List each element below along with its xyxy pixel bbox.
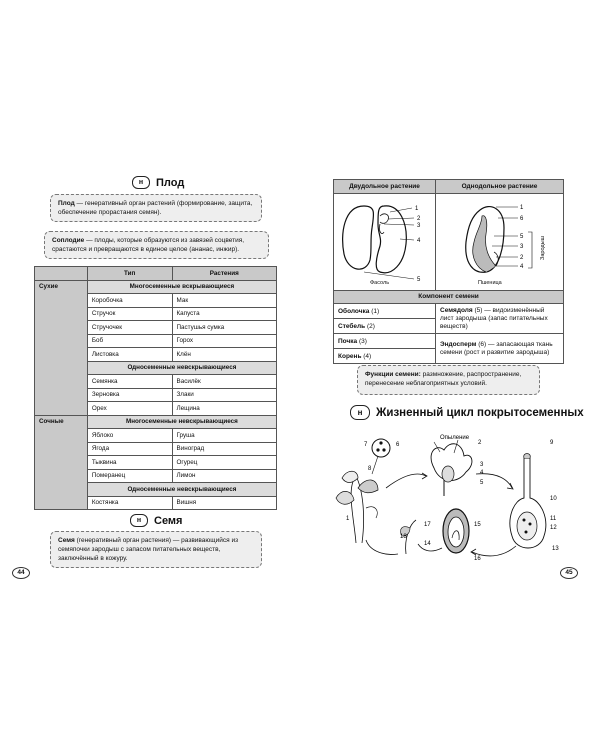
wheat-caption: Пшеница [478,279,502,286]
monocot-header: Однодольное растение [436,180,564,194]
table-header-row [35,267,277,281]
monocot-label-2: 2 [520,254,524,261]
component-header: Компонент семени [334,290,564,304]
section-marker-icon: н [130,514,148,527]
dicot-label-4: 4 [417,237,421,244]
endosperm-cell: Эндосперм (6) — запасающая ткань семени (рост и развитие зародыша) [436,334,564,364]
lifecycle-illustration [326,428,566,563]
cotyledon-cell: Семядоля (5) — видоизменённый лист зародыша (запас питательных веществ) [436,304,564,334]
page-number-right: 45 [560,567,578,579]
section-marker-icon: н [350,405,370,420]
seed-section-title [130,514,182,527]
cycle-label: 4 [480,470,484,476]
table-row: Боб Горох [35,334,277,348]
group-dry-open: Многосеменные вскрывающиеся [87,280,276,294]
table-row: Ягода Виноград [35,442,277,456]
seed-title-text: Семя [154,514,183,527]
cycle-label: 17 [424,522,431,528]
bean-illustration [334,194,434,288]
angiosperm-lifecycle-diagram [326,428,566,563]
cycle-label: 5 [480,480,484,486]
seed-functions-box: Функции семени: размножение, распространение, перенесение неблагоприятных условий. [357,365,540,395]
cycle-label: 14 [424,541,431,547]
group-dry-closed: Односеменные невскрывающиеся [87,361,276,375]
table-row: Коробочка Мак [35,294,277,308]
table-row: Семянка Василёк [35,375,277,389]
cycle-label: 9 [550,440,554,446]
cycle-label: 7 [364,442,368,448]
infructescence-definition: Соплодие — плоды, которые образуются из завязей соцветия, срастаются и превращаются в единое целое (ананас, инжир). [44,231,269,259]
cycle-label: 3 [480,462,484,468]
fruit-title-text: Плод [156,176,185,189]
page-number-left: 44 [12,567,30,579]
component-row: Корень (4) [334,349,436,364]
lifecycle-section-title [350,405,584,420]
monocot-label-1: 1 [520,204,524,211]
monocot-label-5: 5 [520,233,524,240]
table-row: Померанец Лимон [35,469,277,483]
table-row: Орех Лещина [35,402,277,416]
dicot-label-2: 2 [417,215,421,222]
group-juicy-multi: Многосеменные невскрывающиеся [87,415,276,429]
monocot-label-6: 6 [520,215,524,222]
cycle-label: 11 [550,516,557,522]
col-header-type: Тип [87,267,172,281]
cycle-label: 1 [346,516,350,522]
seed-structure-table [333,179,564,364]
table-row: Зерновка Злаки [35,388,277,402]
monocot-label-4: 4 [520,263,524,270]
fruit-section-title [132,176,184,189]
table-row: Стручок Капуста [35,307,277,321]
fruit-definition: Плод — генеративный орган растений (формирование, защита, обеспечение прорастания семян). [50,194,262,222]
dicot-label-5: 5 [417,276,421,283]
col-header-plants: Растения [172,267,277,281]
cycle-label: 10 [550,496,557,502]
bean-caption: Фасоль [370,279,390,286]
table-row: Листовка Клён [35,348,277,362]
table-row: Стручочек Пастушья сумка [35,321,277,335]
wheat-seed-diagram [436,193,564,290]
table-row: Яблоко Груша [35,429,277,443]
cycle-label: 15 [474,522,481,528]
category-juicy: Сочные [35,415,88,510]
section-marker-icon: н [132,176,150,189]
table-row: Костянка Вишня [35,496,277,510]
cycle-label: 13 [552,546,559,552]
bean-seed-diagram [334,193,436,290]
cycle-label: 6 [396,442,400,448]
dicot-label-1: 1 [415,205,419,212]
lifecycle-title-text: Жизненный цикл покрытосеменных [376,406,584,419]
cycle-label: 16 [474,556,481,562]
component-row: Почка (3) [334,334,436,349]
dicot-label-3: 3 [417,222,421,229]
dicot-header: Двудольное растение [334,180,436,194]
fruit-types-table [34,266,277,510]
cycle-label: 18 [400,534,407,540]
cycle-label: 12 [550,525,557,531]
component-row: Оболочка (1) [334,304,436,319]
component-row: Стебель (2) [334,319,436,334]
pollination-label: Опыление [440,435,470,441]
seed-definition: Семя (генеративный орган растения) — развивающийся из семяпочки зародыш с запасом питательных веществ, заключённый в кожуру. [50,531,262,568]
cycle-label: 8 [368,466,372,472]
cycle-label: 2 [478,440,482,446]
embryo-label: Зародыш [540,235,546,260]
monocot-label-3: 3 [520,243,524,250]
table-row: Тыквина Огурец [35,456,277,470]
group-juicy-single: Односеменные невскрывающиеся [87,483,276,497]
category-dry: Сухие [35,280,88,415]
